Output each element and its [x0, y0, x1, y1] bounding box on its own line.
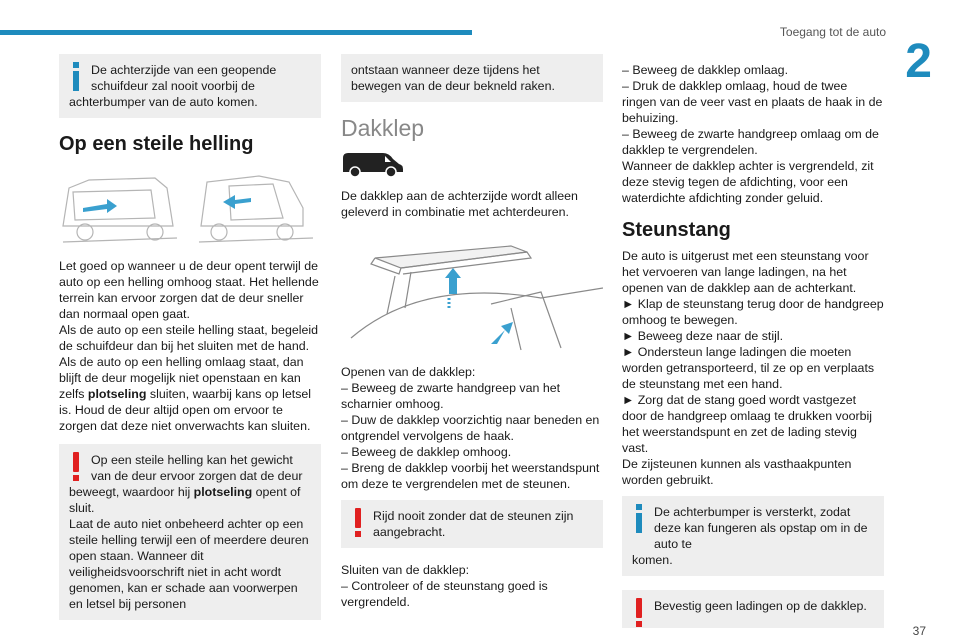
chapter-number: 2	[905, 35, 932, 88]
warning-icon	[352, 508, 364, 538]
warning-note-continued: ontstaan wanneer deze tijdens het bewegen van de deur bekneld raken.	[341, 54, 603, 102]
page-header-title: Toegang tot de auto	[779, 25, 886, 39]
warning-note: Op een steile helling kan het gewicht van de deur ervoor zorgen dat de deur beweegt, waardoor hij plotseling opent of sluit. Laat de auto niet onbeheerd achter op een steile helling terwijl een of meerdere deuren open staan. Wanneer dit veiligheidsvoorschrift niet in acht wordt genomen, kan er schade aan voorwerpen en letsel bij personen	[59, 444, 321, 620]
header-accent-bar	[0, 30, 472, 35]
column-1: De achterzijde van een geopende schuifdeur zal nooit voorbij de achterbumper van de auto komen. Op een steile helling Let goed op wanneer u de deur opent terwijl de auto op een helling omhoog staat. Het hellende terrein kan ervoor zorgen dat de deur sneller dan normaal open gaat. Als de auto op een steile helling staat, begeleid de schuifdeur dan bij het sluiten met de hand. Als de auto op een helling omlaag staat, dan blijft de deur mogelijk niet openstaan en kan zelfs plotseling sluiten, waarbij kans op letsel is. Houd de deur altijd open om ervoor te zorgen dat deze niet onverwachts kan sluiten. Op een steile helling kan het gewicht van de deur ervoor zorgen dat de deur beweegt, waardoor hij plotseling opent of sluit. Laat de auto niet onbeheerd achter op een steile helling terwijl een of meerdere deuren open staan. Wanneer dit veiligheidsvoorschrift niet in acht wordt genomen, kan er schade aan voorwerpen en letsel bij personen	[59, 54, 321, 634]
info-note: De achterbumper is versterkt, zodat deze kan fungeren als opstap om in de auto te komen.	[622, 496, 884, 576]
page-number: 37	[912, 624, 926, 638]
van-icon	[341, 150, 405, 178]
info-note: De achterzijde van een geopende schuifdeur zal nooit voorbij de achterbumper van de auto komen.	[59, 54, 321, 118]
info-icon	[633, 504, 645, 534]
section-heading-roof-flap: Dakklep	[341, 115, 425, 141]
column-2: ontstaan wanneer deze tijdens het bewegen van de deur bekneld raken. Dakklep De dakklep aan de achterzijde wordt alleen geleverd in combinatie met achterdeuren. Openen van de dakklep: – Beweeg de zwarte handgreep van het scharnier omhoog. – Duw de dakklep voorzichtig naar beneden en ontgrendel vervolgens de haak. – Beweeg de dakklep omhoog. – Breng de dakklep voorbij het weerstandspunt om deze te vergrendelen met de steunen. Rijd nooit zonder dat de steunen zijn aangebracht. Sluiten van de dakklep: – Controleer of de steunstang goed is vergrendeld.	[341, 54, 603, 610]
section-heading-support-bar: Steunstang	[622, 219, 731, 241]
column-3: – Beweeg de dakklep omlaag. – Druk de dakklep omlaag, houd de twee ringen van de veer vast en plaats de haak in de behuizing. – Beweeg de zwarte handgreep omlaag om de dakklep te vergrendelen. Wanneer de dakklep achter is vergrendeld, zit deze stevig tegen de afdichting, voor een waterdichte afdichting zonder geluid. Steunstang De auto is uitgerust met een steunstang voor het vervoeren van lange ladingen, na het openen van de dakklep aan de achterkant. ► Klap de steunstang terug door de handgreep omhoog te bewegen. ► Beweeg deze naar de stijl. ► Ondersteun lange ladingen die moeten worden getransporteerd, til ze op en verplaats de steunstang met een hand. ► Zorg dat de stang goed wordt vastgezet door de handgreep omlaag te drukken voorbij het weerstandspunt en zet de lading stevig vast. De zijsteunen kunnen als vasthaakpunten worden gebruikt. De achterbumper is versterkt, zodat deze kan fungeren als opstap om in de auto te komen. Bevestig geen ladingen op de dakklep.	[622, 62, 884, 640]
warning-note: Rijd nooit zonder dat de steunen zijn aangebracht.	[341, 500, 603, 548]
section-heading-steep-slope: Op een steile helling	[59, 133, 254, 155]
sliding-door-illustration	[59, 168, 321, 248]
info-icon	[70, 62, 82, 92]
roof-flap-illustration	[341, 238, 603, 354]
warning-note: Bevestig geen ladingen op de dakklep.	[622, 590, 884, 628]
warning-icon	[70, 452, 82, 482]
warning-icon	[633, 598, 645, 628]
